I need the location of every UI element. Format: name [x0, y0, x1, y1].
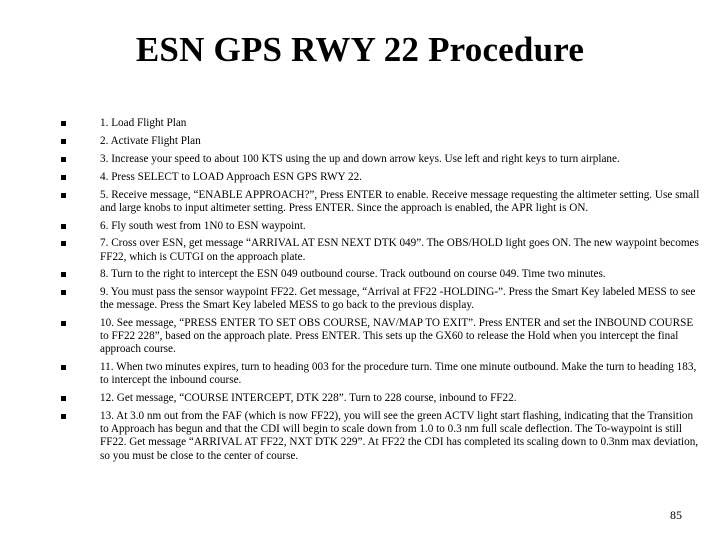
square-bullet-icon: [61, 241, 66, 246]
square-bullet-icon: [61, 224, 66, 229]
procedure-step-text: 7. Cross over ESN, get message “ARRIVAL AT ESN NEXT DTK 049”. The OBS/HOLD light goes ON. The new waypoint becomes FF22, which is CUTGI on the approach plate.: [100, 237, 699, 263]
square-bullet-icon: [61, 193, 66, 198]
procedure-step: [61, 361, 701, 387]
procedure-step-text: 8. Turn to the right to intercept the ESN 049 outbound course. Track outbound on course 049. Time two minutes.: [100, 268, 606, 281]
procedure-step: [61, 117, 701, 130]
procedure-step: [61, 286, 701, 312]
square-bullet-icon: [61, 139, 66, 144]
procedure-step: [61, 220, 701, 233]
procedure-step: [61, 135, 701, 148]
procedure-step-text: 12. Get message, “COURSE INTERCEPT, DTK 228”. Turn to 228 course, inbound to FF22.: [100, 392, 517, 405]
procedure-step: [61, 268, 701, 281]
procedure-step: [61, 237, 701, 263]
procedure-steps-list: [61, 117, 701, 467]
procedure-step: [61, 317, 701, 356]
square-bullet-icon: [61, 175, 66, 180]
square-bullet-icon: [61, 157, 66, 162]
square-bullet-icon: [61, 121, 66, 126]
square-bullet-icon: [61, 290, 66, 295]
procedure-step: [61, 153, 701, 166]
procedure-step-text: 1. Load Flight Plan: [100, 117, 187, 129]
square-bullet-icon: [61, 396, 66, 401]
procedure-step-text: 11. When two minutes expires, turn to heading 003 for the procedure turn. Time one minute outbound. Make the turn to heading 183, to intercept the inbound course.: [100, 361, 697, 387]
procedure-step-text: 2. Activate Flight Plan: [100, 134, 201, 147]
procedure-step-text: 5. Receive message, “ENABLE APPROACH?”, Press ENTER to enable. Receive message requesting the altimeter setting. Use small and large knobs to input altimeter setting. Press ENTER. Since the approach is enabled, the APR light is ON.: [100, 188, 700, 214]
slide-title: ESN GPS RWY 22 Procedure: [135, 30, 585, 69]
procedure-step: [61, 189, 701, 215]
square-bullet-icon: [61, 365, 66, 370]
procedure-step-text: 9. You must pass the sensor waypoint FF22. Get message, “Arrival at FF22 -HOLDING-”. Press the Smart Key labeled MESS to see the message. Press the Smart Key labeled MESS to go back to the previous display.: [100, 286, 696, 312]
procedure-step: [61, 410, 701, 462]
procedure-step-text: 6. Fly south west from 1N0 to ESN waypoint.: [100, 219, 306, 232]
page-number: 85: [670, 508, 682, 522]
square-bullet-icon: [61, 414, 66, 419]
procedure-step-text: 4. Press SELECT to LOAD Approach ESN GPS RWY 22.: [100, 170, 362, 183]
procedure-step-text: 3. Increase your speed to about 100 KTS using the up and down arrow keys. Use left and right keys to turn airplane.: [100, 152, 620, 165]
procedure-step-text: 13. At 3.0 nm out from the FAF (which is now FF22), you will see the green ACTV light start flashing, indicating that the Transition to Approach has begun and that the CDI will begin to scale down from 1.0 to 0.3 nm full scale deflection. The To-waypoint is still FF22. Get message “ARRIVAL AT FF22, NXT DTK 229”. At FF22 the CDI has completed its scaling down to 0.3nm max deviation, so you must be close to the center of course.: [100, 410, 699, 462]
square-bullet-icon: [61, 321, 66, 326]
procedure-step: [61, 171, 701, 184]
square-bullet-icon: [61, 272, 66, 277]
procedure-step-text: 10. See message, “PRESS ENTER TO SET OBS COURSE, NAV/MAP TO EXIT”. Press ENTER and set the INBOUND COURSE to FF22 228”, based on the approach plate. Press ENTER. This sets up the GX60 to release the Hold when you intercept the final approach course.: [100, 317, 694, 356]
procedure-step: [61, 392, 701, 405]
